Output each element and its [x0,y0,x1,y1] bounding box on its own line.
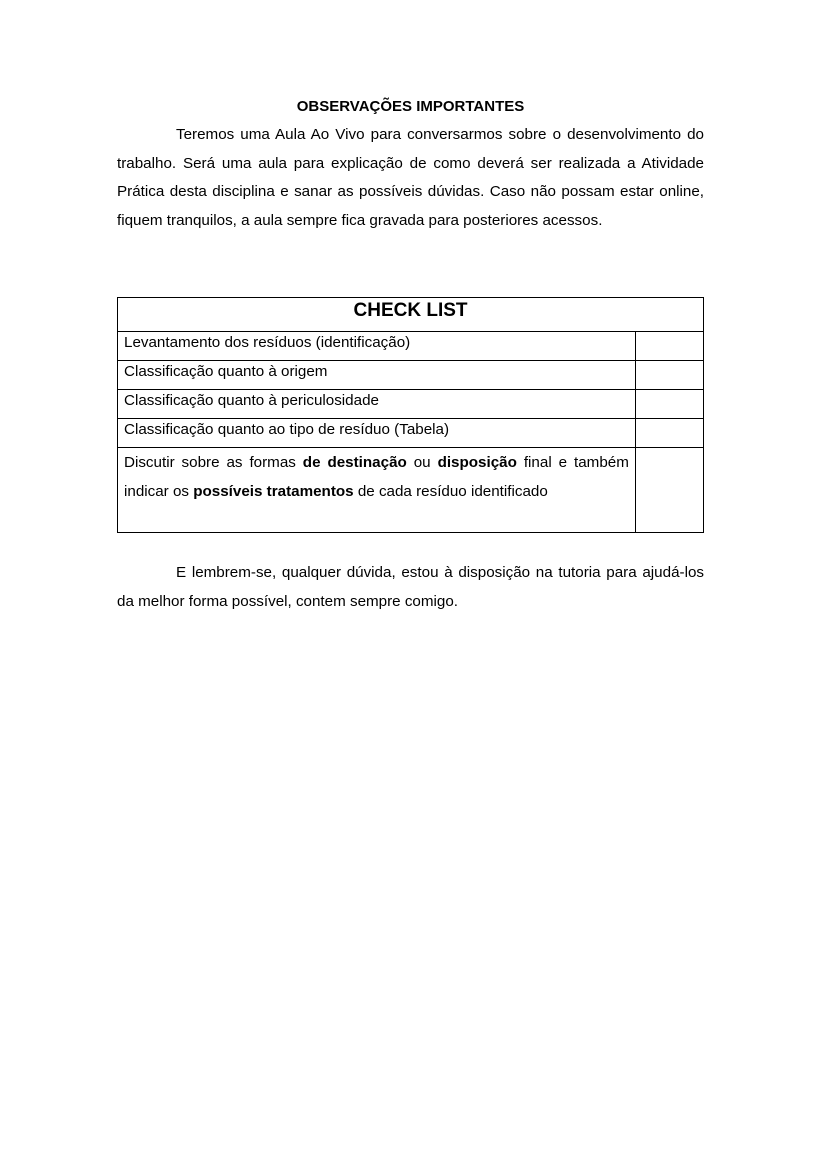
checklist-item-label: Classificação quanto ao tipo de resíduo (Tabela) [118,419,636,448]
item-text: ou [406,454,438,471]
item-emphasis: possíveis tratamentos [193,483,354,500]
checklist-row [118,361,704,390]
item-text: final e também indicar os [124,454,629,500]
checklist-item-label [118,448,636,533]
item-text: de cada resíduo identificado [353,483,548,500]
checklist-item-label: Classificação quanto à origem [118,361,636,390]
item-text: Discutir sobre as formas [124,454,303,471]
checklist-row [118,332,704,361]
item-emphasis: disposição [437,454,517,471]
checklist-check-cell [635,419,703,448]
checklist-table [117,297,704,533]
checklist-check-cell [635,390,703,419]
checklist-item-label: Levantamento dos resíduos (identificação) [118,332,636,361]
intro-paragraph: Teremos uma Aula Ao Vivo para conversarmos sobre o desenvolvimento do trabalho. Será uma aula para explicação de como deverá ser realizada a Atividade Prática desta disciplina e sanar as possíveis dúvidas. Caso não possam estar online, fiquem tranquilos, a aula sempre fica gravada para posteriores acessos. [117,126,704,230]
item-emphasis: de destinação [302,454,407,471]
checklist-check-cell [635,448,703,533]
checklist-row [118,448,704,533]
checklist-check-cell [635,332,703,361]
checklist-row [118,419,704,448]
checklist-row [118,390,704,419]
checklist-header-row [118,298,704,332]
checklist-item-label: Classificação quanto à periculosidade [118,390,636,419]
closing-paragraph: E lembrem-se, qualquer dúvida, estou à disposição na tutoria para ajudá-los da melhor forma possível, contem sempre comigo. [117,564,704,610]
checklist-check-cell [635,361,703,390]
checklist-header: CHECK LIST [118,298,704,332]
document-title: OBSERVAÇÕES IMPORTANTES [296,98,525,115]
